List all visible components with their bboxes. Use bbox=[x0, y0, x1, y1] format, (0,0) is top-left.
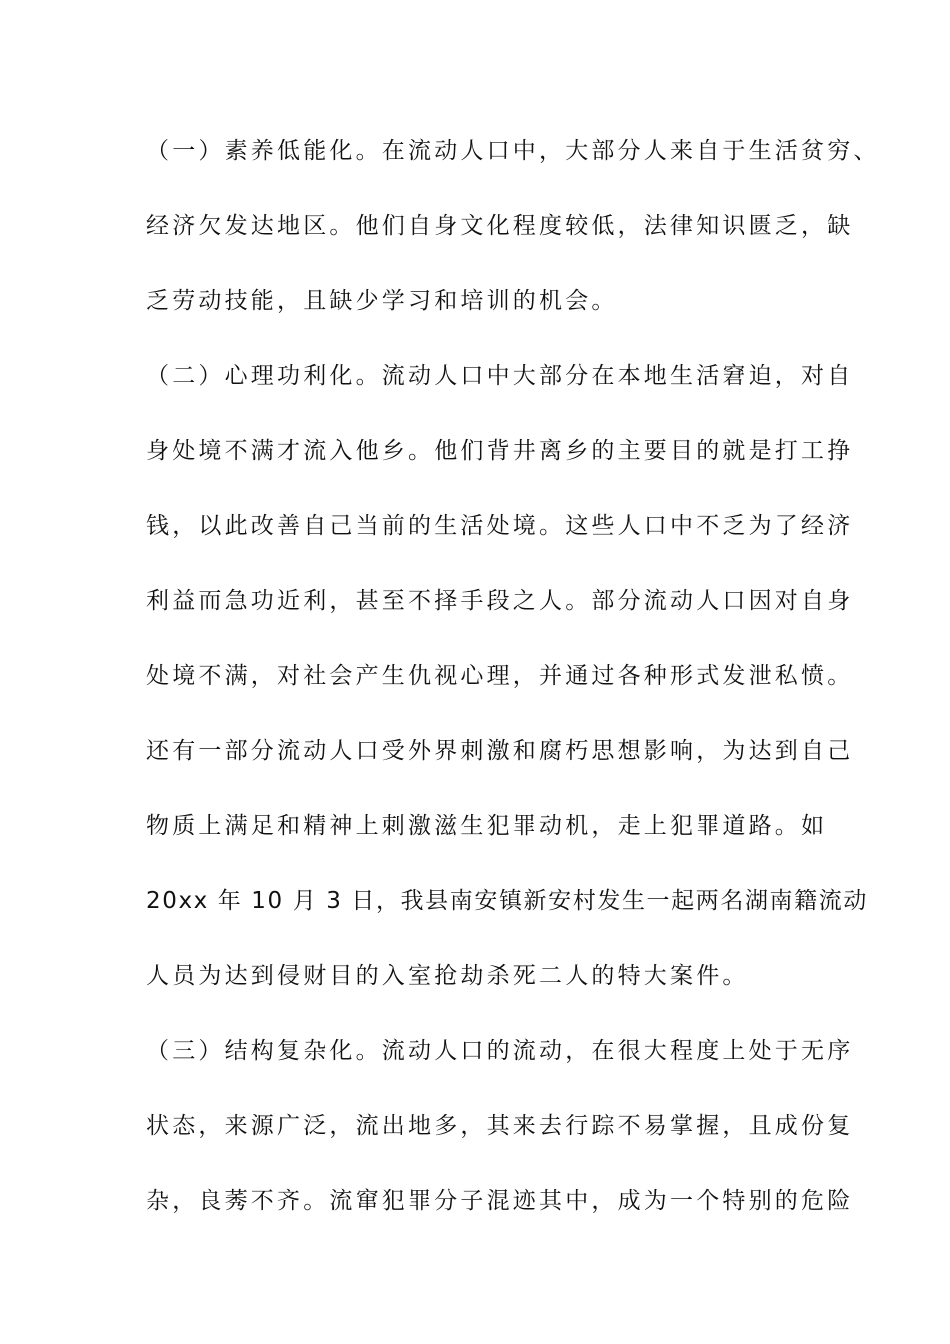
text-line: 利益而急功近利，甚至不择手段之人。部分流动人口因对自身 bbox=[146, 588, 854, 614]
text-line: 人员为达到侵财目的入室抢劫杀死二人的特大案件。 bbox=[146, 963, 749, 989]
text-line: 20xx 年 10 月 3 日，我县南安镇新安村发生一起两名湖南籍流动 bbox=[146, 888, 868, 914]
text-line: 乏劳动技能，且缺少学习和培训的机会。 bbox=[146, 288, 618, 314]
text-line: 物质上满足和精神上刺激滋生犯罪动机，走上犯罪道路。如 bbox=[146, 813, 828, 839]
text-line: 状态，来源广泛，流出地多，其来去行踪不易掌握，且成份复 bbox=[146, 1113, 854, 1139]
text-line: 处境不满，对社会产生仇视心理，并通过各种形式发泄私愤。 bbox=[146, 663, 854, 689]
text-line: 经济欠发达地区。他们自身文化程度较低，法律知识匮乏，缺 bbox=[146, 213, 854, 239]
text-line: （二）心理功利化。流动人口中大部分在本地生活窘迫，对自 bbox=[146, 363, 854, 389]
text-line: 身处境不满才流入他乡。他们背井离乡的主要目的就是打工挣 bbox=[146, 438, 854, 464]
text-line: 钱，以此改善自己当前的生活处境。这些人口中不乏为了经济 bbox=[146, 513, 854, 539]
text-line: 杂，良莠不齐。流窜犯罪分子混迹其中，成为一个特别的危险 bbox=[146, 1188, 854, 1214]
text-line: （三）结构复杂化。流动人口的流动，在很大程度上处于无序 bbox=[146, 1038, 854, 1064]
text-line: 还有一部分流动人口受外界刺激和腐朽思想影响，为达到自己 bbox=[146, 738, 854, 764]
text-line: （一）素养低能化。在流动人口中，大部分人来自于生活贫穷、 bbox=[146, 138, 880, 164]
